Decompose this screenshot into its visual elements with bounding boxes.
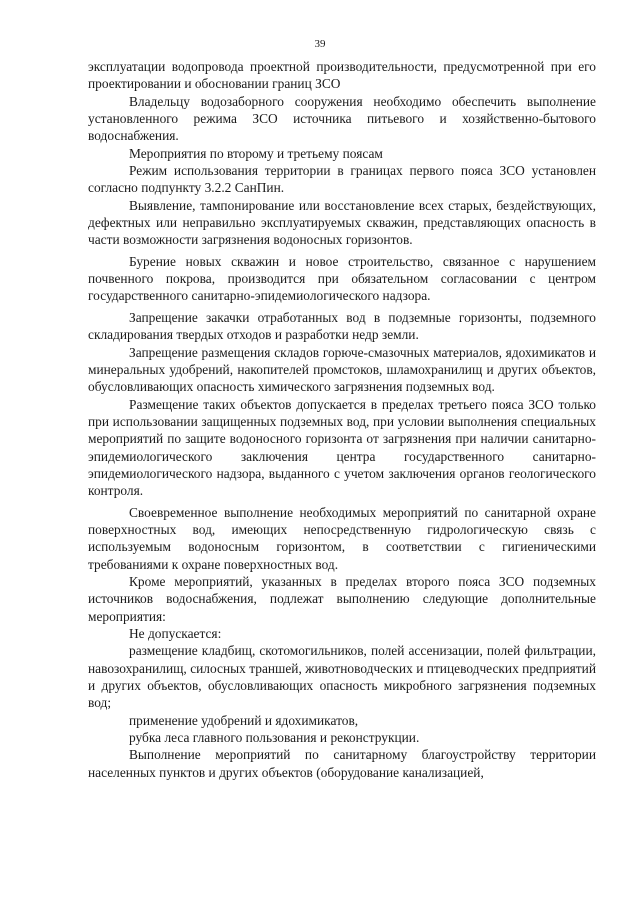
section-heading: Мероприятия по второму и третьему поясам [129,145,383,161]
paragraph: Запрещение закачки отработанных вод в подземные горизонты, подземного складирования твердых отходов и разработки недр земли. [88,309,596,343]
list-item: размещение кладбищ, скотомогильников, полей ассенизации, полей фильтрации, навозохранилищ, силосных траншей, животноводческих и птицеводческих предприятий и других объектов, обусловливающих опасность микробного загрязнения подземных вод; [88,643,596,711]
list-intro: Не допускается: [129,626,222,641]
list-item: рубка леса главного пользования и реконструкции. [129,730,420,746]
paragraph: Режим использования территории в границах первого пояса ЗСО установлен согласно подпункту 3.2.2 СанПин. [88,163,596,196]
list-item: применение удобрений и ядохимикатов, [129,712,359,728]
page-number: 39 [314,38,326,50]
paragraph: Владельцу водозаборного сооружения необходимо обеспечить выполнение установленного режима ЗСО источника питьевого и хозяйственно-бытового водоснабжения. [88,93,596,144]
paragraph: Выполнение мероприятий по санитарному благоустройству территории населенных пунктов и других объектов (оборудование канализацией, [88,747,596,780]
paragraph: Запрещение размещения складов горюче-смазочных материалов, ядохимикатов и минеральных удобрений, накопителей промстоков, шламохранилищ и других объектов, обусловливающих опасность химического загрязнения подземных вод. [88,344,596,395]
document-body [88,58,596,781]
paragraph: Бурение новых скважин и новое строительство, связанное с нарушением почвенного покрова, производится при обязательном согласовании с центром государственного санитарно-эпидемиологического надзора. [88,253,596,304]
paragraph: Своевременное выполнение необходимых мероприятий по санитарной охране поверхностных вод, имеющих непосредственную гидрологическую связь с используемым водоносным горизонтом, в соответствии с гигиеническими требованиями к охране поверхностных вод. [88,504,596,572]
paragraph-continuation: эксплуатации водопровода проектной производительности, предусмотренной при его проектировании и обосновании границ ЗСО [88,59,596,92]
paragraph: Кроме мероприятий, указанных в пределах второго пояса ЗСО подземных источников водоснабжения, подлежат выполнению следующие дополнительные мероприятия: [88,573,596,624]
paragraph: Выявление, тампонирование или восстановление всех старых, бездействующих, дефектных или неправильно эксплуатируемых скважин, представляющих опасность в части возможности загрязнения водоносных горизонтов. [88,197,596,248]
paragraph: Размещение таких объектов допускается в пределах третьего пояса ЗСО только при использовании защищенных подземных вод, при условии выполнения специальных мероприятий по защите водоносного горизонта от загрязнения при наличии санитарно-эпидемиологического заключения центра государственного санитарно-эпидемиологического надзора, выданного с учетом заключения органов геологического контроля. [88,396,596,499]
